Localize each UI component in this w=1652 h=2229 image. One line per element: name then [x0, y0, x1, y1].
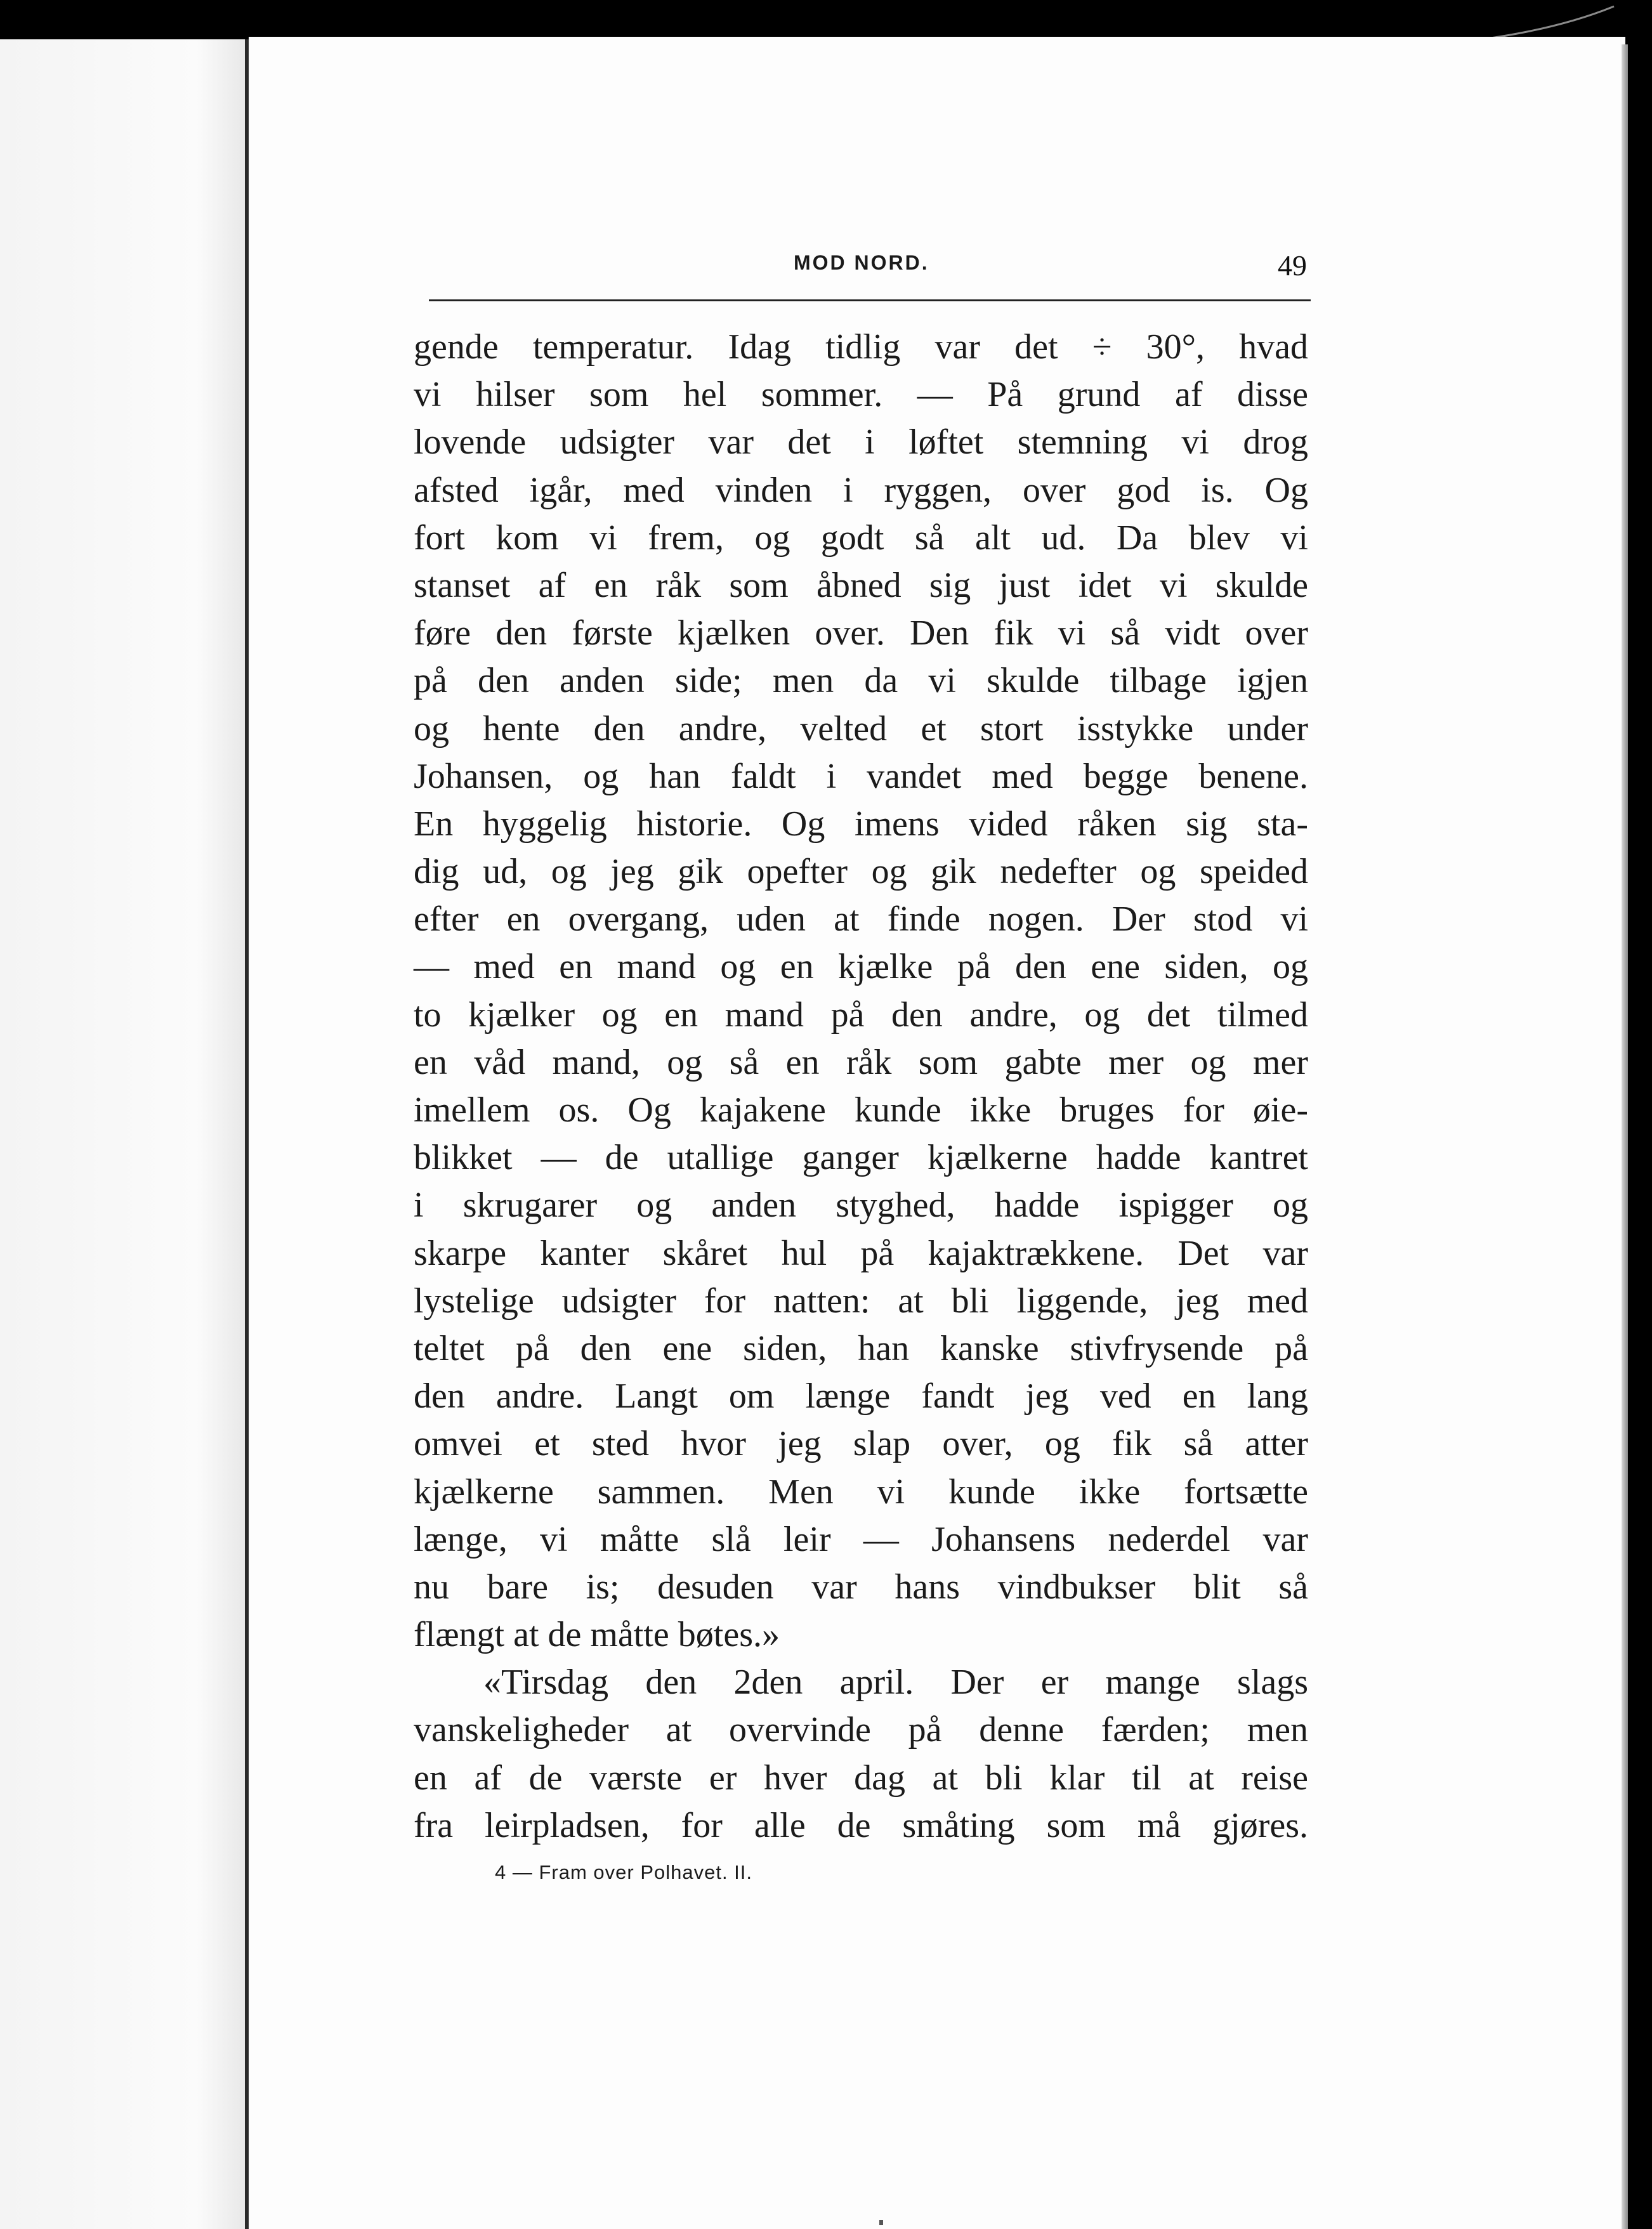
text-line: en af de værste er hver dag at bli klar til at reise: [414, 1758, 1308, 1798]
text-line: føre den første kjælken over. Den fik vi så vidt over: [414, 613, 1308, 653]
page-edge: [1622, 44, 1628, 2229]
text-line: Johansen, og han faldt i vandet med begge benene.: [414, 756, 1308, 796]
text-line: vanskeligheder at overvinde på denne færden; men: [414, 1710, 1308, 1750]
page-number: 49: [1278, 249, 1307, 282]
text-line: to kjælker og en mand på den andre, og det tilmed: [414, 995, 1308, 1035]
text-line: og hente den andre, velted et stort isstykke under: [414, 709, 1308, 748]
text-line: lystelige udsigter for natten: at bli liggende, jeg med: [414, 1281, 1308, 1321]
text-line: — med en mand og en kjælke på den ene siden, og: [414, 947, 1308, 987]
text-line: gende temperatur. Idag tidlig var det ÷ 30°, hvad: [414, 327, 1308, 367]
text-line: den andre. Langt om længe fandt jeg ved en lang: [414, 1376, 1308, 1416]
text-line: skarpe kanter skåret hul på kajaktrækkene. Det var: [414, 1233, 1308, 1273]
text-line: kjælkerne sammen. Men vi kunde ikke fortsætte: [414, 1472, 1308, 1512]
text-line: på den anden side; men da vi skulde tilbage igjen: [414, 661, 1308, 701]
text-line: flængt at de måtte bøtes.»: [414, 1615, 780, 1655]
text-line: afsted igår, med vinden i ryggen, over god is. Og: [414, 470, 1308, 510]
text-line: dig ud, og jeg gik opefter og gik nedefter og speided: [414, 852, 1308, 892]
text-line: efter en overgang, uden at finde nogen. Der stod vi: [414, 899, 1308, 939]
scan-mark: [879, 2220, 883, 2225]
running-head: MOD NORD.: [794, 251, 929, 274]
text-line: omvei et sted hvor jeg slap over, og fik så atter: [414, 1424, 1308, 1464]
page-header: [429, 249, 1311, 301]
text-line: stanset af en råk som åbned sig just idet vi skulde: [414, 565, 1308, 605]
text-line: blikket — de utallige ganger kjælkerne hadde kantret: [414, 1138, 1308, 1178]
text-line: vi hilser som hel sommer. — På grund af disse: [414, 375, 1308, 415]
text-line: længe, vi måtte slå leir — Johansens nederdel var: [414, 1519, 1308, 1559]
text-line: «Tirsdag den 2den april. Der er mange slags: [483, 1663, 1308, 1703]
text-line: fort kom vi frem, og godt så alt ud. Da blev vi: [414, 518, 1308, 558]
text-line: i skrugarer og anden styghed, hadde ispigger og: [414, 1186, 1308, 1226]
printer-signature: 4 — Fram over Polhavet. II.: [495, 1861, 753, 1883]
text-line: fra leirpladsen, for alle de småting som må gjøres.: [414, 1805, 1308, 1845]
text-line: teltet på den ene siden, han kanske stivfrysende på: [414, 1328, 1308, 1368]
text-line: En hyggelig historie. Og imens vided råken sig sta-: [414, 804, 1308, 844]
text-line: en våd mand, og så en råk som gabte mer og mer: [414, 1042, 1308, 1082]
text-line: imellem os. Og kajakene kunde ikke bruges for øie-: [414, 1090, 1308, 1130]
text-line: lovende udsigter var det i løftet stemning vi drog: [414, 422, 1308, 462]
body-text: [414, 324, 1308, 1850]
text-line: nu bare is; desuden var hans vindbukser blit så: [414, 1567, 1308, 1607]
facing-page: [0, 39, 246, 2229]
